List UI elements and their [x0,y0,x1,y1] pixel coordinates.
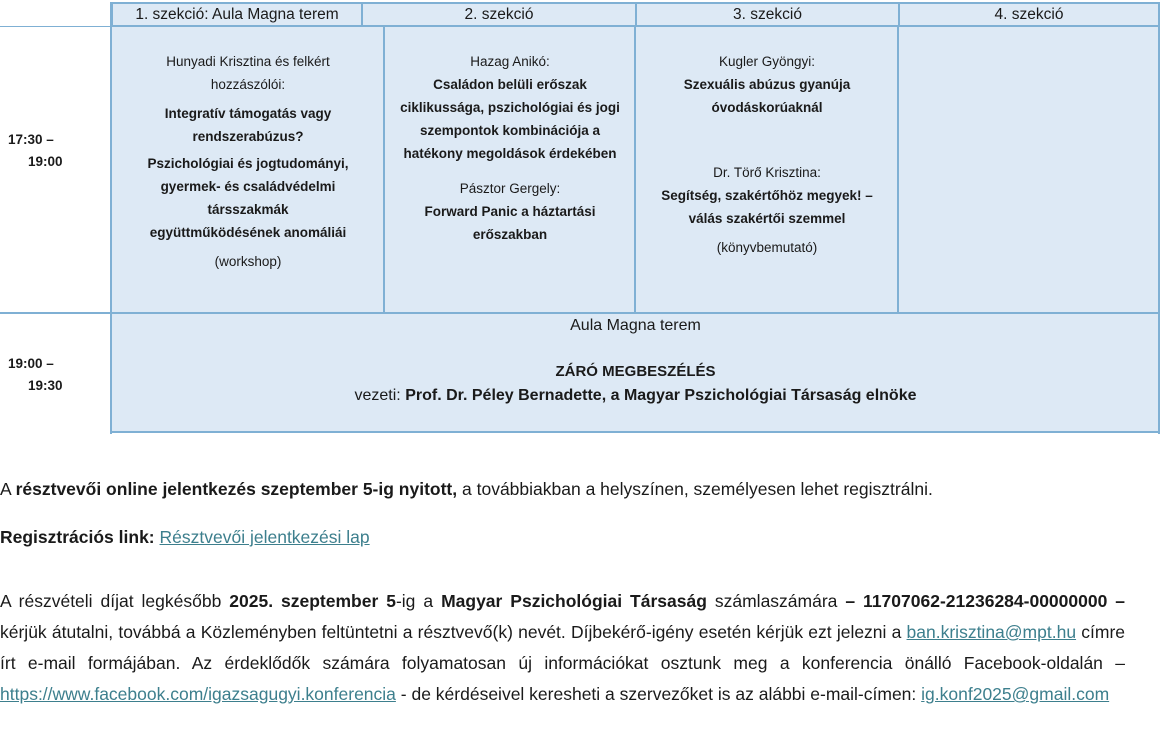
reg-text-b: résztvevői online jelentkezés szeptember 5-ig nyitott, [15,479,458,499]
talk-title: Forward Panic a háztartási [424,204,596,219]
closing-lead-prefix: vezeti: [354,387,401,404]
pay-org: Magyar Pszichológiai Társaság [441,591,707,611]
slot1-session2 [385,50,635,246]
speaker: Dr. Törő Krisztina: [713,165,821,180]
talk-title: erőszakban [472,227,548,242]
reg-text-c: a továbbiakban a helyszínen, személyesen lehet regisztrálni. [462,479,933,499]
registration-link-line [0,522,1125,553]
email-link-ban[interactable]: ban.krisztina@mpt.hu [906,622,1077,642]
pay-t1: A részvételi díjat legkésőbb [0,591,222,611]
talk-title: szempontok kombinációja a [419,123,601,138]
reg-text-a: A [0,479,11,499]
speaker: hozzászólói: [210,77,286,92]
talk-title: ciklikussága, pszichológiai és jogi [400,100,620,115]
registration-paragraph [0,474,1125,505]
talk-title: Integratív támogatás vagy [164,106,332,121]
pay-date: 2025. szeptember 5 [229,591,396,611]
closing-lead-name: Prof. Dr. Péley Bernadette, a Magyar Pszichológiai Társaság elnöke [405,387,917,404]
pay-t8: címre írt e-mail formájában. Az érdeklődők számára folyamatosan új információkat osztunk meg a konferencia önálló Facebook-oldalán – [0,622,1125,673]
session-header-3: 3. szekció [635,2,900,27]
slot2-time [8,353,108,397]
pay-t3: -ig a [395,591,434,611]
talk-title: rendszerabúzus? [192,129,304,144]
slot1-session1 [113,50,383,273]
registration-link-label: Regisztrációs link: [0,527,155,547]
slot1-session3 [636,50,898,259]
talk-title: válás szakértői szemmel [688,211,846,226]
closing-room: Aula Magna terem [570,317,701,334]
session-header-1: 1. szekció: Aula Magna terem [111,2,363,27]
speaker: Pásztor Gergely: [459,181,561,196]
slot1-time-end: 19:00 [28,154,63,169]
speaker: Kugler Gyöngyi: [718,54,816,69]
pay-t5: számlaszámára [714,591,838,611]
pay-t9: - de kérdéseivel keresheti a szervezőket is az alábbi e-mail-címen: [400,684,917,704]
grid-line [110,431,1160,433]
speaker: Hunyadi Krisztina és felkért [166,54,330,69]
closing-lead [111,384,1160,408]
session-header-4: 4. szekció [898,2,1160,27]
closing-title: ZÁRÓ MEGBESZÉLÉS [555,363,716,380]
slot2-time-start: 19:00 – [8,356,54,371]
talk-subtitle: együttműködésének anomáliái [149,225,347,240]
facebook-link[interactable]: https://www.facebook.com/igazsagugyi.konferencia [0,684,396,704]
registration-form-link[interactable]: Résztvevői jelentkezési lap [159,527,370,547]
closing-session [111,314,1160,408]
email-link-conf[interactable]: ig.konf2025@gmail.com [921,684,1110,704]
payment-paragraph [0,586,1125,710]
talk-note: (workshop) [214,254,282,269]
talk-title: Szexuális abúzus gyanúja [683,77,851,92]
slot1-time-start: 17:30 – [8,132,54,147]
pay-account: – 11707062-21236284-00000000 – [845,591,1126,611]
session-header-2: 2. szekció [361,2,637,27]
talk-title: Családon belüli erőszak [433,77,587,92]
talk-title: óvodáskorúaknál [711,100,823,115]
talk-subtitle: Pszichológiai és jogtudományi, [147,156,349,171]
slot2-time-end: 19:30 [28,378,63,393]
talk-note: (könyvbemutató) [716,240,818,255]
pay-t7: kérjük átutalni, továbbá a Közleményben feltüntetni a résztvevő(k) nevét. Díjbekérő-igény esetén kérjük ezt jelezni a [0,622,902,642]
speaker: Hazag Anikó: [470,54,550,69]
talk-subtitle: társszakmák [207,202,289,217]
slot1-time [8,129,108,173]
talk-title: Segítség, szakértőhöz megyek! – [661,188,873,203]
grid-line [0,26,112,27]
talk-title: hatékony megoldások érdekében [403,146,617,161]
talk-subtitle: gyermek- és családvédelmi [160,179,336,194]
